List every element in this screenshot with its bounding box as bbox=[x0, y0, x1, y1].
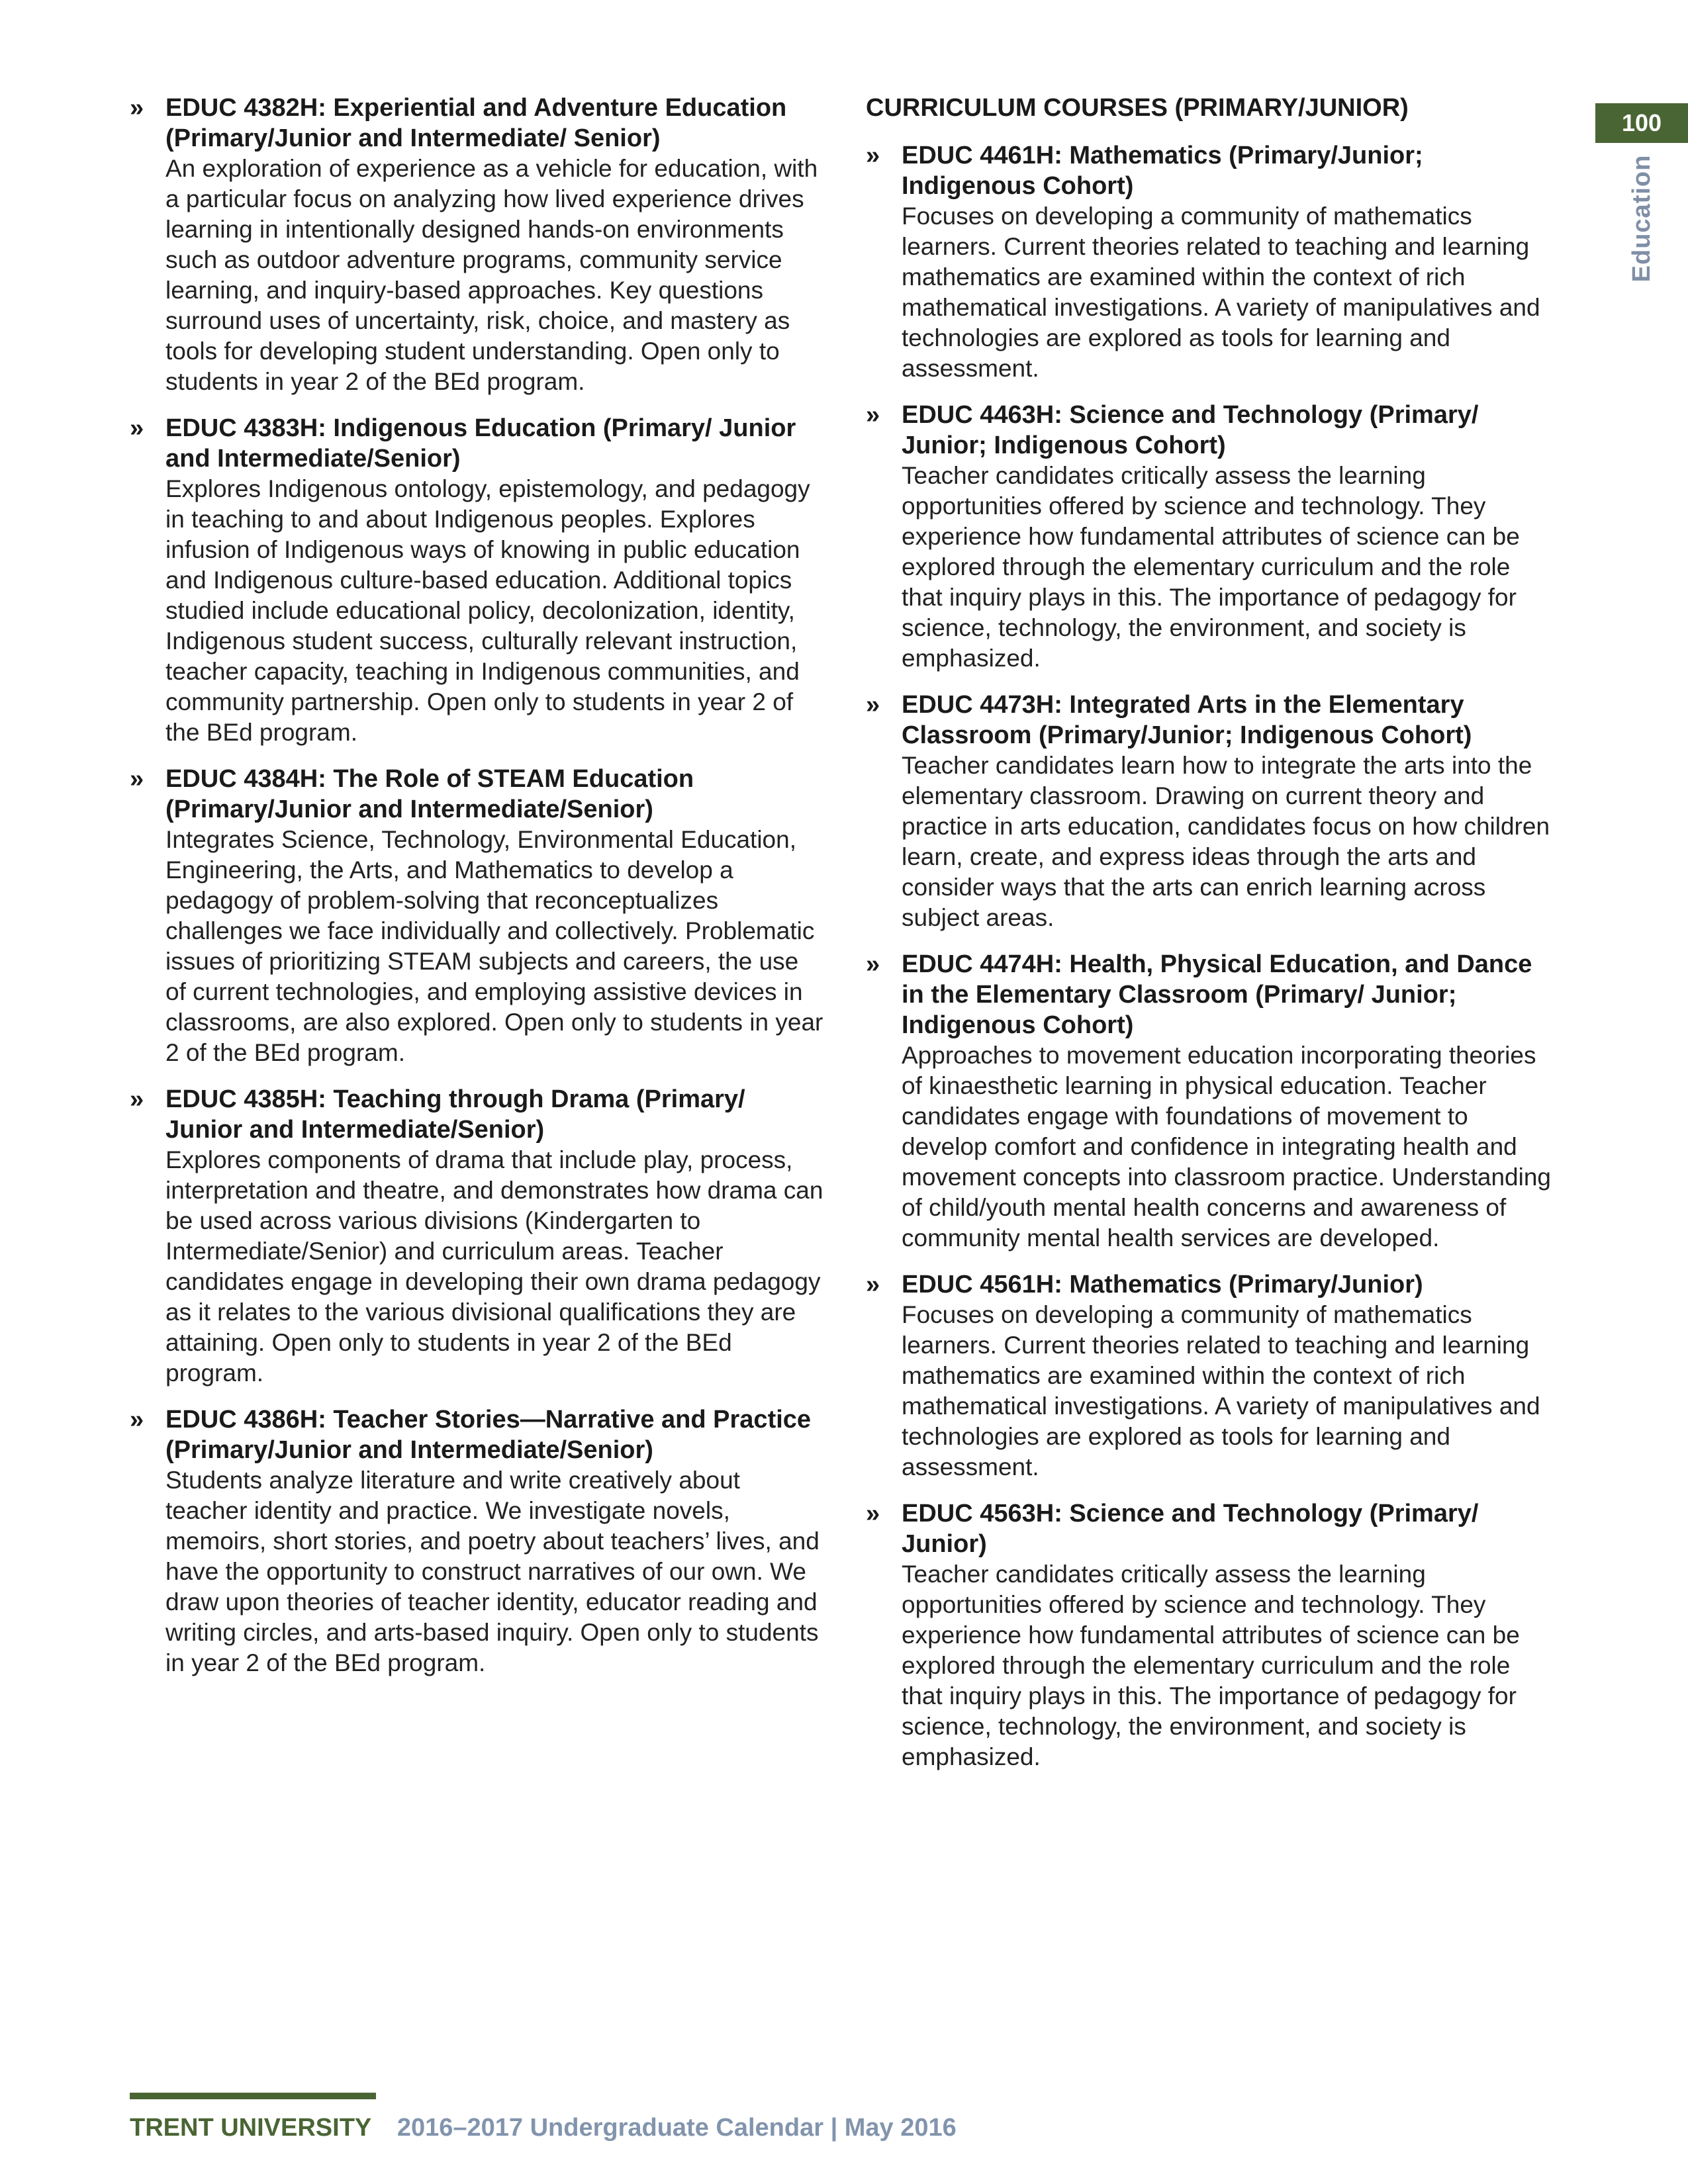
footer bbox=[130, 2113, 957, 2143]
course-entry bbox=[130, 93, 825, 397]
course-description: An exploration of experience as a vehicle for education, with a particular focus on analyzing how lived experience drives learning in intentionally designed hands-on environments such as outdoor adventure programs, community service learning, and inquiry-based approaches. Key questions surround uses of uncertainty, risk, choice, and mastery as tools for developing student understanding. Open only to students in year 2 of the BEd program. bbox=[165, 155, 818, 395]
course-entry bbox=[866, 1498, 1554, 1772]
course-entry bbox=[130, 1404, 825, 1678]
course-title: EDUC 4382H: Experiential and Adventure Education (Primary/Junior and Intermediate/ Senior) bbox=[165, 94, 787, 152]
course-title: EDUC 4461H: Mathematics (Primary/Junior; Indigenous Cohort) bbox=[902, 142, 1423, 200]
bullet-glyph: » bbox=[130, 414, 144, 442]
footer-rule bbox=[130, 2093, 376, 2099]
course-entry bbox=[866, 690, 1554, 933]
course-title: EDUC 4384H: The Role of STEAM Education (Primary/Junior and Intermediate/Senior) bbox=[165, 765, 694, 823]
bullet-glyph: » bbox=[130, 765, 144, 793]
course-title: EDUC 4386H: Teacher Stories—Narrative and Practice (Primary/Junior and Intermediate/Senior) bbox=[165, 1406, 812, 1464]
bullet-glyph: » bbox=[866, 1500, 880, 1527]
bullet-glyph: » bbox=[866, 950, 880, 978]
course-entry bbox=[866, 1269, 1554, 1482]
course-entry bbox=[130, 764, 825, 1068]
course-title: EDUC 4561H: Mathematics (Primary/Junior) bbox=[902, 1271, 1423, 1298]
right-column bbox=[866, 93, 1554, 1788]
course-description: Teacher candidates critically assess the learning opportunities offered by science and technology. They experience how fundamental attributes of science can be explored through the elementary curriculum and the role that inquiry plays in this. The importance of pedagogy for science, technology, the environment, and society is emphasized. bbox=[902, 462, 1520, 672]
bullet-glyph: » bbox=[130, 1406, 144, 1433]
section-side-label: Education bbox=[1627, 154, 1656, 283]
course-title: EDUC 4563H: Science and Technology (Primary/ Junior) bbox=[902, 1500, 1479, 1558]
course-title: EDUC 4463H: Science and Technology (Primary/ Junior; Indigenous Cohort) bbox=[902, 401, 1479, 459]
page-number: 100 bbox=[1595, 103, 1688, 143]
course-entry bbox=[866, 140, 1554, 384]
course-description: Integrates Science, Technology, Environmental Education, Engineering, the Arts, and Mathematics to develop a pedagogy of problem-solving that reconceptualizes challenges we face individually and collectively. Problematic issues of prioritizing STEAM subjects and careers, the use of current technologies, and employing assistive devices in classrooms, are also explored. Open only to students in year 2 of the BEd program. bbox=[165, 826, 823, 1066]
bullet-glyph: » bbox=[866, 142, 880, 169]
course-entry bbox=[866, 949, 1554, 1253]
course-description: Focuses on developing a community of mathematics learners. Current theories related to teaching and learning mathematics are examined within the context of rich mathematical investigations. A variety of manipulatives and technologies are explored as tools for learning and assessment. bbox=[902, 203, 1540, 382]
course-description: Teacher candidates learn how to integrate the arts into the elementary classroom. Drawing on current theory and practice in arts education, candidates focus on how children learn, create, and express ideas through the arts and consider ways that the arts can enrich learning across subject areas. bbox=[902, 752, 1550, 931]
course-entry bbox=[130, 413, 825, 748]
course-description: Explores components of drama that include play, process, interpretation and theatre, and demonstrates how drama can be used across various divisions (Kindergarten to Intermediate/Senior) and curriculum areas. Teacher candidates engage in developing their own drama pedagogy as it relates to the various divisional qualifications they are attaining. Open only to students in year 2 of the BEd program. bbox=[165, 1146, 823, 1387]
bullet-glyph: » bbox=[866, 1271, 880, 1298]
course-description: Focuses on developing a community of mathematics learners. Current theories related to teaching and learning mathematics are examined within the context of rich mathematical investigations. A variety of manipulatives and technologies are explored as tools for learning and assessment. bbox=[902, 1301, 1540, 1480]
left-column bbox=[130, 93, 825, 1694]
bullet-glyph: » bbox=[130, 94, 144, 122]
course-description: Explores Indigenous ontology, epistemology, and pedagogy in teaching to and about Indigenous peoples. Explores infusion of Indigenous ways of knowing in public education and Indigenous culture-based education. Additional topics studied include educational policy, decolonization, identity, Indigenous student success, culturally relevant instruction, teacher capacity, teaching in Indigenous communities, and community partnership. Open only to students in year 2 of the BEd program. bbox=[165, 475, 810, 746]
bullet-glyph: » bbox=[130, 1085, 144, 1113]
course-description: Students analyze literature and write creatively about teacher identity and practice. We investigate novels, memoirs, short stories, and poetry about teachers’ lives, and have the opportunity to construct narratives of our own. We draw upon theories of teacher identity, educator reading and writing circles, and arts-based inquiry. Open only to students in year 2 of the BEd program. bbox=[165, 1467, 820, 1676]
section-heading: CURRICULUM COURSES (PRIMARY/JUNIOR) bbox=[866, 94, 1409, 122]
footer-calendar: 2016–2017 Undergraduate Calendar | May 2016 bbox=[397, 2114, 957, 2142]
course-entry bbox=[866, 400, 1554, 674]
course-description: Approaches to movement education incorporating theories of kinaesthetic learning in physical education. Teacher candidates engage with foundations of movement to develop comfort and confidence in integrating health and movement concepts into classroom practice. Understanding of child/youth mental health concerns and awareness of community mental health services are developed. bbox=[902, 1042, 1551, 1251]
footer-university: TRENT UNIVERSITY bbox=[130, 2114, 372, 2142]
course-title: EDUC 4473H: Integrated Arts in the Elementary Classroom (Primary/Junior; Indigenous Cohort) bbox=[902, 691, 1472, 749]
bullet-glyph: » bbox=[866, 691, 880, 719]
course-description: Teacher candidates critically assess the learning opportunities offered by science and technology. They experience how fundamental attributes of science can be explored through the elementary curriculum and the role that inquiry plays in this. The importance of pedagogy for science, technology, the environment, and society is emphasized. bbox=[902, 1561, 1520, 1770]
bullet-glyph: » bbox=[866, 401, 880, 429]
course-title: EDUC 4383H: Indigenous Education (Primary/ Junior and Intermediate/Senior) bbox=[165, 414, 796, 473]
course-entry bbox=[130, 1084, 825, 1388]
course-title: EDUC 4474H: Health, Physical Education, and Dance in the Elementary Classroom (Primary/ Junior; Indigenous Cohort) bbox=[902, 950, 1532, 1039]
course-title: EDUC 4385H: Teaching through Drama (Primary/ Junior and Intermediate/Senior) bbox=[165, 1085, 745, 1144]
